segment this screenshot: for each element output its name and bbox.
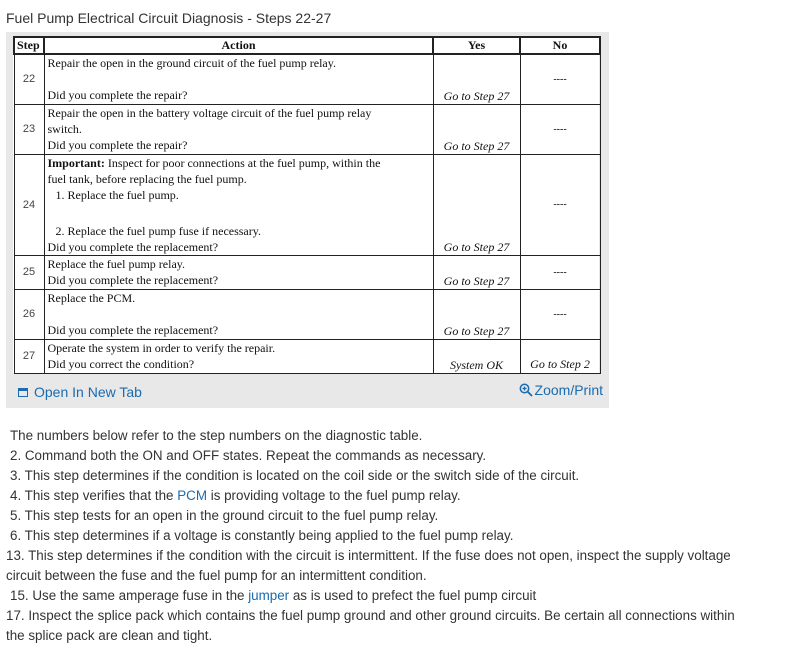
no-cell: ---- (520, 104, 600, 154)
diagnostic-table (13, 36, 601, 374)
action-line: Did you complete the repair? (47, 88, 188, 102)
magnifier-icon (519, 383, 533, 397)
header-step: Step (14, 37, 44, 54)
table-row (14, 104, 600, 154)
yes-cell: Go to Step 27 (433, 289, 520, 339)
action-cell (44, 289, 433, 339)
jumper-link[interactable]: jumper (248, 588, 290, 603)
no-cell: ---- (520, 154, 600, 255)
step-number: 25 (14, 255, 44, 289)
new-tab-icon (18, 388, 28, 397)
action-line: Repair the open in the battery voltage circuit of the fuel pump relay (47, 105, 372, 120)
important-label: Important: (47, 155, 105, 170)
no-cell: ---- (520, 289, 600, 339)
action-cell (44, 339, 433, 373)
no-cell: Go to Step 2 (520, 339, 600, 373)
zoom-print-link[interactable] (519, 382, 603, 398)
header-no: No (520, 37, 600, 54)
header-yes: Yes (433, 37, 520, 54)
yes-cell: Go to Step 27 (433, 54, 520, 104)
yes-cell: Go to Step 27 (433, 104, 520, 154)
step-notes (6, 426, 806, 646)
diagnostic-table-container (13, 36, 599, 373)
action-line: Replace the PCM. (47, 290, 136, 305)
action-line: fuel tank, before replacing the fuel pump. (47, 171, 247, 186)
action-line: Repair the open in the ground circuit of the fuel pump relay. (47, 56, 336, 70)
table-row (14, 289, 600, 339)
header-action: Action (44, 37, 433, 54)
action-line: switch. (47, 121, 82, 136)
important-text: Inspect for poor connections at the fuel pump, within the (104, 155, 381, 170)
open-in-new-tab-link[interactable] (18, 384, 142, 400)
no-cell: ---- (520, 54, 600, 104)
note-item: 2. Command both the ON and OFF states. Repeat the commands as necessary. (10, 448, 487, 463)
action-line: 1. Replace the fuel pump. (55, 187, 179, 202)
action-cell (44, 104, 433, 154)
action-line: Did you complete the replacement? (47, 322, 219, 337)
note-item: 15. Use the same amperage fuse in the jumper as is used to prefect the fuel pump circuit (10, 588, 537, 603)
table-row (14, 154, 600, 255)
diagnostic-table-figure (6, 32, 609, 408)
table-row (14, 255, 600, 289)
step-number: 26 (14, 289, 44, 339)
table-header-row (14, 37, 600, 54)
note-item: 13. This step determines if the condition with the circuit is intermittent. If the fuse does not open, inspect the supply voltage circuit between the fuse and the fuel pump for an intermittent condition. (6, 548, 731, 583)
note-item: 17. Inspect the splice pack which contains the fuel pump ground and other ground circuits. Be certain all connections within the splice pack are clean and tight. (6, 608, 735, 643)
open-in-new-tab-label: Open In New Tab (34, 384, 142, 400)
no-cell: ---- (520, 255, 600, 289)
table-row (14, 54, 600, 104)
action-line: Did you complete the replacement? (47, 239, 219, 254)
action-cell (44, 255, 433, 289)
note-item: 3. This step determines if the condition is located on the coil side or the switch side of the circuit. (10, 468, 580, 483)
step-number: 23 (14, 104, 44, 154)
table-row (14, 339, 600, 373)
note-item: 5. This step tests for an open in the ground circuit to the fuel pump relay. (10, 508, 439, 523)
pcm-link[interactable]: PCM (177, 488, 207, 503)
page-title: Fuel Pump Electrical Circuit Diagnosis - Steps 22-27 (6, 10, 332, 26)
yes-cell: System OK (433, 339, 520, 373)
note-item: 4. This step verifies that the PCM is providing voltage to the fuel pump relay. (10, 488, 461, 503)
action-line: 2. Replace the fuel pump fuse if necessary. (55, 223, 261, 238)
step-number: 24 (14, 154, 44, 255)
action-line: Operate the system in order to verify the repair. (47, 340, 276, 355)
action-line: Replace the fuel pump relay. (47, 256, 185, 271)
note-item: 6. This step determines if a voltage is constantly being applied to the fuel pump relay. (10, 528, 514, 543)
step-number: 27 (14, 339, 44, 373)
action-cell (44, 154, 433, 255)
figure-footer (6, 378, 609, 402)
yes-cell: Go to Step 27 (433, 255, 520, 289)
step-number: 22 (14, 54, 44, 104)
action-line (48, 155, 430, 171)
zoom-print-label: Zoom/Print (534, 382, 603, 398)
action-line: Did you complete the repair? (47, 137, 188, 152)
action-cell (44, 54, 433, 104)
action-line: Did you complete the replacement? (47, 272, 219, 287)
yes-cell: Go to Step 27 (433, 154, 520, 255)
notes-intro: The numbers below refer to the step numbers on the diagnostic table. (10, 428, 423, 443)
action-line: Did you correct the condition? (47, 356, 195, 371)
